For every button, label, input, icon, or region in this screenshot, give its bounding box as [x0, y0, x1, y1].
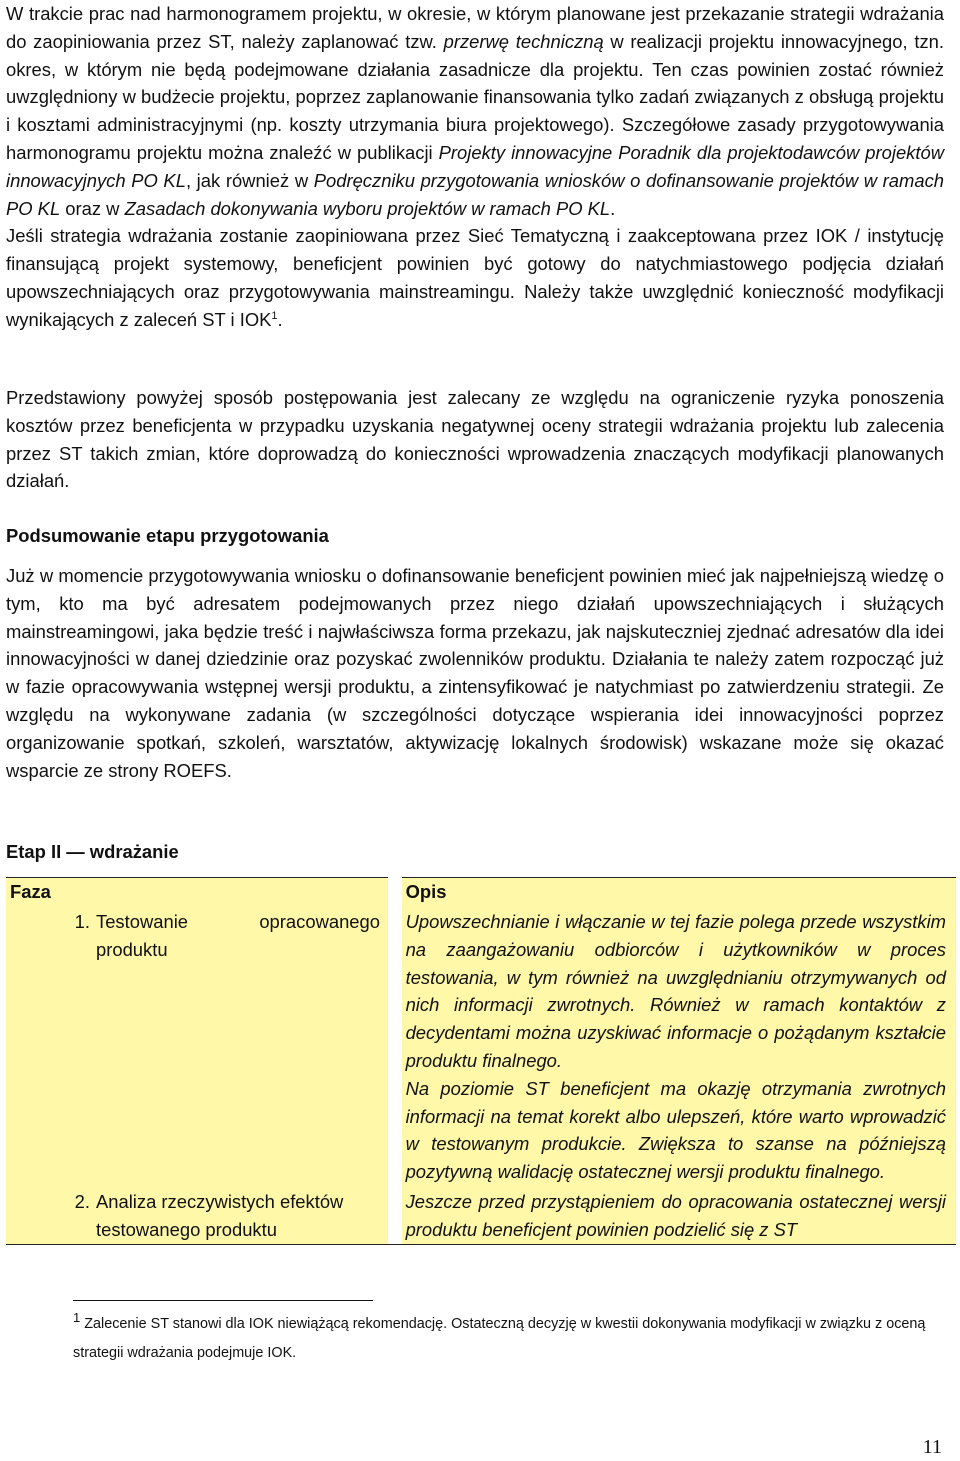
publication-title: Zasadach dokonywania wyboru projektów w ramach PO KL	[124, 197, 611, 219]
table-row	[6, 906, 956, 1186]
text-run: Jeśli strategia wdrażania zostanie zaopiniowana przez Sieć Tematyczną i zaakceptowana przez IOK / instytucję finansującą projekt systemowy, beneficjent powinien być gotowy do natychmiastowego podjęcia działań upowszechniających oraz przygotowywania mainstreamingu. Należy także uwzględnić konieczność modyfikacji wynikających z zaleceń ST i IOK	[6, 225, 944, 330]
table-header-phase: Faza	[6, 878, 388, 907]
publication-title: Podręczniku przygotowania wniosków o dofinansowanie projektów w ramach PO KL	[6, 169, 944, 219]
table-header-description: Opis	[402, 878, 956, 907]
phase-table	[6, 877, 956, 1245]
column-gap	[388, 1186, 402, 1244]
phase-name-line: produktu	[96, 938, 168, 960]
footnote-separator	[73, 1300, 373, 1301]
description-text: Na poziomie ST beneficjent ma okazję otrzymania zwrotnych informacji na temat korekt albo ulepszeń, które warto wprowadzić w testowanym produkcie. Zwiększa to szanse na późniejszą pozytywną walidację ostatecznej wersji produktu finalnego.	[405, 1077, 946, 1183]
description-text: Jeszcze przed przystąpieniem do opracowania ostatecznej wersji produktu beneficjent powinien podzielić się z ST	[405, 1190, 946, 1240]
phase-name-line: testowanego produktu	[96, 1218, 277, 1240]
page-number: 11	[922, 1436, 942, 1458]
section-heading-preparation-summary: Podsumowanie etapu przygotowania	[6, 525, 329, 546]
footnote-reference[interactable]: 1	[271, 309, 278, 322]
column-gap	[388, 906, 402, 1186]
phase-cell	[6, 1186, 388, 1244]
table-header-row	[6, 878, 956, 907]
text-run: oraz w	[60, 197, 125, 219]
publication-title: Projekty innowacyjne Poradnik dla projektodawców projektów innowacyjnych PO KL	[6, 141, 944, 191]
text-run: .	[277, 308, 283, 330]
text-run: w realizacji projektu innowacyjnego, tzn. okres, w którym nie będą podejmowane działania zasadnicze dla projektu. Ten czas powinien zostać również uwzględniony w budżecie projektu, poprzez zaplanowanie finansowania tylko zadań związanych z obsługą projektu i kosztami administracyjnymi (np. koszty utrzymania biura projektowego). Szczegółowe zasady przygotowywania harmonogramu projektu można znaleźć w publikacji	[6, 30, 944, 163]
paragraph-risk: Przedstawiony powyżej sposób postępowania jest zalecany ze względu na ograniczenie ryzyka ponoszenia kosztów przez beneficjenta w przypadku uzyskania negatywnej oceny strategii wdrażania projektu lub zalecenia przez ST takich zmian, które doprowadzą do konieczności wprowadzenia znaczących modyfikacji planowanych działań.	[6, 387, 944, 492]
footnote	[73, 1310, 953, 1368]
paragraph-preparation-summary: Już w momencie przygotowywania wniosku o dofinansowanie beneficjent powinien mieć jak najpełniejszą wiedzę o tym, kto ma być adresatem podejmowanych przez niego działań upowszechniających i służących mainstreamingowi, jaka będzie treść i najwłaściwsza forma przekazu, jak najskuteczniej zjednać adresatów dla idei innowacyjności w danej dziedzinie oraz pozyskać zwolenników produktu. Działania te należy zatem rozpocząć już w fazie opracowywania wstępnej wersji produktu, a zintensyfikować je natychmiast po zatwierdzeniu strategii. Ze względu na wykonywane zadania (w szczególności dotyczące wspierania idei innowacyjności poprzez organizowanie spotkań, szkoleń, warsztatów, aktywizację lokalnych środowisk) wskazane może się okazać wsparcie ze strony ROEFS.	[6, 565, 944, 781]
text-run: W trakcie prac nad harmonogramem projektu, w okresie, w którym planowane jest przekazanie strategii wdrażania do zaopiniowania przez ST, należy zaplanować tzw.	[6, 3, 944, 52]
phase-cell	[6, 906, 388, 1186]
description-cell	[402, 1186, 956, 1244]
phase-name-line: Testowanie opracowanego	[96, 911, 380, 932]
table-row	[6, 1186, 956, 1244]
paragraph-schedule	[6, 0, 944, 334]
description-cell	[402, 906, 956, 1186]
section-heading-stage-2: Etap II — wdrażanie	[6, 841, 179, 862]
phase-name-line: Analiza rzeczywistych efektów	[96, 1190, 344, 1212]
description-text: Upowszechnianie i włączanie w tej fazie polega przede wszystkim na zaangażowaniu odbiorców i użytkowników w proces testowania, w tym również na uwzględnianiu otrzymywanych od nich informacji zwrotnych. Również w ramach kontaktów z decydentami można uzyskiwać informacje o pożądanym kształcie produktu finalnego.	[405, 911, 946, 1071]
phase-number: 2.	[74, 1190, 90, 1212]
text-run: , jak również w	[185, 169, 314, 191]
italic-term: przerwę techniczną	[443, 30, 604, 52]
phase-number: 1.	[74, 911, 90, 932]
column-gap	[388, 878, 402, 907]
footnote-marker: 1	[73, 1310, 81, 1326]
footnote-text: Zalecenie ST stanowi dla IOK niewiążącą rekomendację. Ostateczną decyzję w kwestii dokonywania modyfikacji w związku z oceną strategii wdrażania podejmuje IOK.	[73, 1316, 926, 1361]
text-run: .	[610, 197, 616, 219]
